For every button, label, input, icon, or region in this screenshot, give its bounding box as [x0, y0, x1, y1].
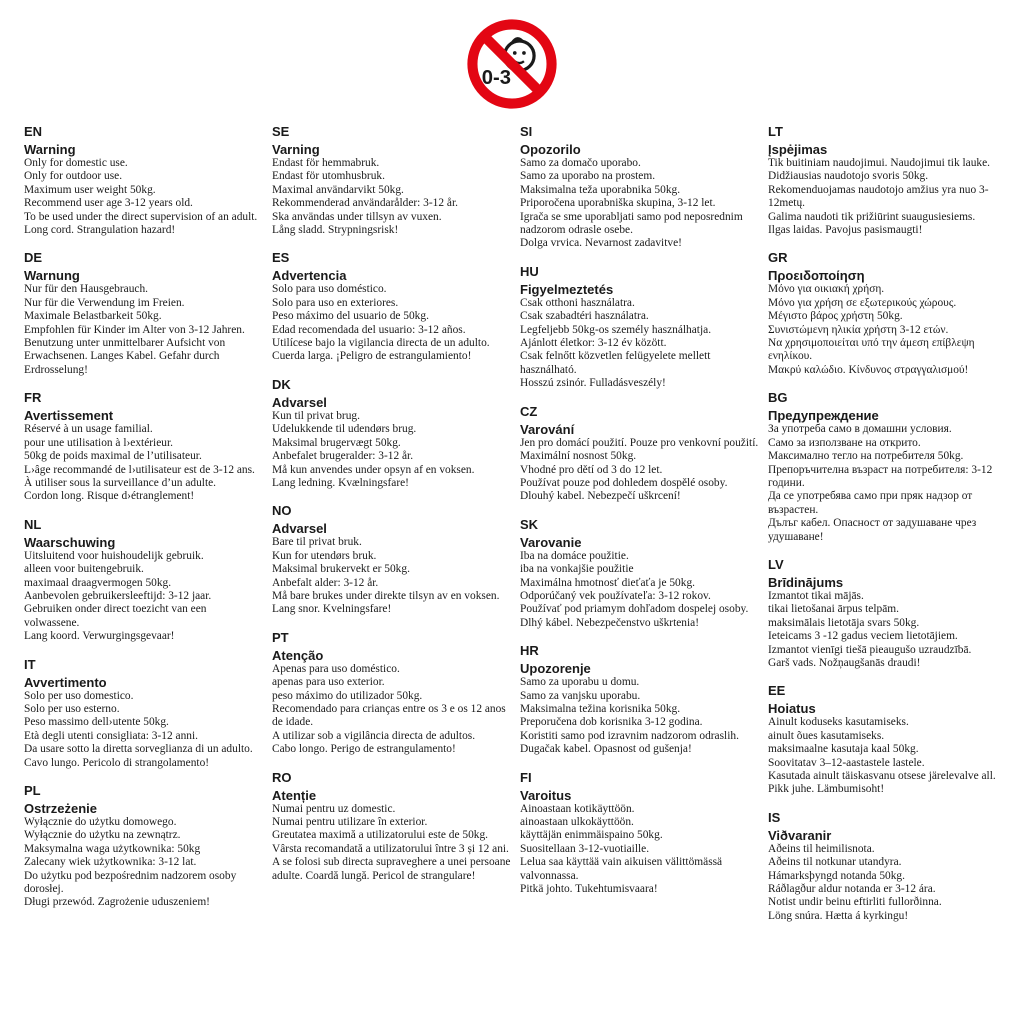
warning-section-ro: [272, 770, 512, 883]
warning-line: Réservé à un usage familial.: [24, 423, 153, 436]
warning-section-lt: [768, 124, 1008, 237]
warning-heading: Upozorenje: [520, 661, 591, 677]
warnings-column-1: [24, 120, 264, 923]
warning-line: Solo para uso en exteriores.: [272, 296, 399, 309]
warning-heading: Atenção: [272, 647, 324, 663]
warning-line: A se folosi sub directa supraveghere a unei persoane adulte. Coardă lungă. Pericol de strangulare!: [272, 856, 511, 882]
warning-line: Maksimal brugervægt 50kg.: [272, 436, 401, 449]
warning-heading: Varning: [272, 142, 320, 157]
warning-line: Cavo lungo. Pericolo di strangolamento!: [24, 756, 210, 769]
language-code: PT: [272, 629, 289, 645]
warning-line: Να χρησιμοποιείται υπό την άμεση επίβλεψη ενηλίκου.: [768, 337, 975, 363]
warning-line: Iba na domáce použitie.: [520, 549, 629, 562]
warning-section-cz: [520, 404, 760, 504]
warning-line: Solo per uso esterno.: [24, 702, 120, 715]
warning-line: Kun til privat brug.: [272, 409, 360, 422]
warning-section-bg: [768, 390, 1008, 544]
warning-line: Μόνο για οικιακή χρήση.: [768, 283, 885, 296]
warning-section-gr: [768, 250, 1008, 377]
warning-line: Csak otthoni használatra.: [520, 296, 635, 309]
warning-section-ee: [768, 683, 1008, 796]
warning-line: Lang ledning. Kvælningsfare!: [272, 476, 409, 489]
warning-line: Numai pentru uz domestic.: [272, 802, 396, 815]
language-code: BG: [768, 390, 788, 406]
warning-line: Vârsta recomandată a utilizatorului între 3 și 12 ani.: [272, 842, 509, 855]
warning-line: Izmantot vienīgi tiešā pieaugušo uzraudzībā.: [768, 643, 972, 656]
warning-line: Maksymalna waga użytkownika: 50kg: [24, 842, 201, 855]
warning-line: maksimaalne kasutaja kaal 50kg.: [768, 743, 919, 756]
warning-line: tikai lietošanai ārpus telpām.: [768, 603, 899, 616]
warning-line: Maximální nosnost 50kg.: [520, 450, 637, 463]
warning-line: Hámarksþyngd notanda 50kg.: [768, 869, 905, 882]
warning-section-sk: [520, 517, 760, 630]
warning-section-hr: [520, 643, 760, 756]
warning-line: Priporočena uporabniška skupina, 3-12 let.: [520, 197, 716, 210]
warning-line: Benutzung unter unmittelbarer Aufsicht von Erwachsenen. Langes Kabel. Gefahr durch Erdrosselung!: [24, 337, 226, 376]
warning-heading: Opozorilo: [520, 142, 581, 157]
warning-heading: Figyelmeztetés: [520, 281, 614, 297]
language-code: LT: [768, 124, 783, 139]
warning-line: Zalecany wiek użytkownika: 3-12 lat.: [24, 856, 197, 869]
warning-heading: Предупреждение: [768, 408, 879, 424]
warning-heading: Avertissement: [24, 408, 114, 424]
warning-line: Empfohlen für Kinder im Alter von 3-12 Jahren.: [24, 323, 245, 336]
language-code: SE: [272, 124, 290, 139]
warning-line: Kun for utendørs bruk.: [272, 549, 377, 562]
language-code: RO: [272, 769, 292, 785]
warning-line: Garš vads. Nožņaugšanās draudi!: [768, 656, 921, 669]
language-code: NL: [24, 516, 42, 532]
language-code: IT: [24, 656, 36, 672]
warning-line: Lang snor. Kvelningsfare!: [272, 603, 392, 616]
warning-line: L›âge recommandé de l›utilisateur est de 3-12 ans.: [24, 463, 255, 476]
warning-line: Peso máximo del usuario de 50kg.: [272, 310, 429, 323]
language-code: DE: [24, 250, 43, 266]
warning-line: Само за използване на открито.: [768, 436, 921, 449]
warning-heading: Viðvaranir: [768, 827, 832, 843]
warning-section-hu: [520, 264, 760, 391]
warning-line: Wyłącznie do użytku domowego.: [24, 816, 177, 828]
warning-line: Максимално тегло на потребителя 50kg.: [768, 450, 964, 463]
language-code: SK: [520, 516, 539, 532]
warning-line: Дълъг кабел. Опасност от задушаване чрез удушаване!: [768, 517, 977, 543]
warning-heading: Ostrzeżenie: [24, 801, 97, 816]
warning-line: Preporučena dob korisnika 3-12 godina.: [520, 716, 703, 729]
warning-line: Ska användas under tillsyn av vuxen.: [272, 210, 442, 223]
warning-heading: Advarsel: [272, 521, 327, 537]
warning-line: Endast för hemmabruk.: [272, 157, 380, 169]
warning-line: Recommend user age 3-12 years old.: [24, 197, 193, 210]
warning-section-es: [272, 250, 512, 363]
warning-line: Pikk juhe. Lämbumisoht!: [768, 783, 885, 796]
warning-line: Må kun anvendes under opsyn af en voksen.: [272, 463, 475, 476]
language-code: FR: [24, 390, 42, 406]
warning-line: Notist undir beinu eftirliti fullorðinna.: [768, 896, 942, 909]
warning-line: Igrača se sme uporabljati samo pod neposrednim nadzorom odrasle osebe.: [520, 210, 743, 237]
warning-line: Hosszú zsinór. Fulladásveszély!: [520, 377, 666, 390]
warning-line: Koristiti samo pod izravnim nadzorom odraslih.: [520, 729, 739, 742]
warning-line: Gebruiken onder direct toezicht van een volwassene.: [24, 603, 207, 629]
language-code: IS: [768, 809, 781, 825]
warning-line: käyttäjän enimmäispaino 50kg.: [520, 829, 663, 842]
warning-line: Greutatea maximă a utilizatorului este de 50kg.: [272, 829, 489, 842]
warning-line: alleen voor buitengebruik.: [24, 563, 144, 576]
warning-line: Izmantot tikai mājās.: [768, 589, 864, 602]
warning-line: Suositellaan 3-12-vuotiaille.: [520, 842, 650, 855]
warning-line: Età degli utenti consigliata: 3-12 anni.: [24, 729, 198, 742]
warning-line: Používať pod priamym dohľadom dospelej osoby.: [520, 603, 749, 616]
warning-line: Да се употребява само при пряк надзор от възрастен.: [768, 490, 973, 516]
warning-line: Endast för utomhusbruk.: [272, 170, 385, 183]
warning-line: Samo za uporabu u domu.: [520, 676, 640, 689]
warning-line: Dolga vrvica. Nevarnost zadavitve!: [520, 237, 682, 250]
warning-heading: Varovanie: [520, 534, 582, 550]
warning-heading: Warnung: [24, 268, 80, 284]
language-code: NO: [272, 503, 292, 519]
warning-section-nl: [24, 517, 264, 644]
warning-line: Csak szabadtéri használatra.: [520, 310, 649, 323]
warning-line: Nur für den Hausgebrauch.: [24, 283, 148, 296]
language-code: PL: [24, 783, 41, 798]
language-code: SI: [520, 124, 533, 139]
warning-line: Galima naudoti tik prižiūrint suaugusiesiems.: [768, 210, 976, 223]
warning-section-si: [520, 124, 760, 251]
warning-line: Kasutada ainult täiskasvanu otsese järelevalve all.: [768, 770, 996, 782]
warning-heading: Įspėjimas: [768, 142, 828, 157]
warnings-column-3: [520, 120, 760, 909]
language-code: CZ: [520, 403, 538, 419]
warning-line: Odporúčaný vek používateľa: 3-12 rokov.: [520, 589, 711, 602]
warning-line: peso máximo do utilizador 50kg.: [272, 689, 423, 702]
warning-line: Soovitatav 3–12-aastastele lastele.: [768, 756, 925, 769]
warning-line: Csak felnőtt közvetlen felügyelete mellett használható.: [520, 350, 711, 376]
warning-heading: Advertencia: [272, 268, 347, 284]
warning-line: Ráðlagður aldur notanda er 3-12 ára.: [768, 883, 936, 896]
warning-line: Anbefalet brugeralder: 3-12 år.: [272, 450, 414, 463]
no-children-0-3-icon: [466, 18, 558, 110]
warning-line: Didžiausias naudotojo svoris 50kg.: [768, 170, 929, 183]
warning-heading: Varoitus: [520, 787, 572, 803]
warning-line: Nur für die Verwendung im Freien.: [24, 296, 185, 309]
language-code: FI: [520, 769, 532, 785]
warning-line: За употреба само в домашни условия.: [768, 423, 952, 436]
warning-section-fr: [24, 390, 264, 503]
warning-heading: Warning: [24, 142, 76, 157]
warning-heading: Brīdinājums: [768, 574, 844, 590]
warning-section-it: [24, 657, 264, 770]
warning-line: Používat pouze pod dohledem dospělé osoby.: [520, 476, 728, 489]
language-code: ES: [272, 250, 290, 266]
warning-line: ainoastaan ulkokäyttöön.: [520, 816, 634, 828]
warning-line: Maximálna hmotnosť dieťaťa je 50kg.: [520, 576, 695, 589]
age-range-label: 0-3: [481, 67, 511, 90]
warning-line: Apenas para uso doméstico.: [272, 662, 400, 675]
warning-line: Samo za domačo uporabo.: [520, 157, 641, 169]
warning-heading: Advarsel: [272, 394, 327, 410]
warning-line: apenas para uso exterior.: [272, 676, 385, 689]
warning-line: Maximal användarvikt 50kg.: [272, 183, 404, 196]
warning-section-is: [768, 810, 1008, 923]
warning-line: À utiliser sous la surveillance d’un adulte.: [24, 476, 217, 489]
warning-line: Maksimalna teža uporabnika 50kg.: [520, 183, 681, 196]
warning-line: Aðeins til heimilisnota.: [768, 842, 875, 855]
warning-section-en: [24, 124, 264, 237]
warning-line: Udelukkende til udendørs brug.: [272, 423, 417, 436]
warning-line: Lelua saa käyttää vain aikuisen välittömässä valvonnassa.: [520, 856, 723, 882]
warning-line: iba na vonkajšie použitie: [520, 563, 634, 576]
warning-line: Uitsluitend voor huishoudelijk gebruik.: [24, 549, 204, 562]
warning-line: A utilizar sob a vigilância directa de adultos.: [272, 729, 476, 742]
warning-line: Utilícese bajo la vigilancia directa de un adulto.: [272, 337, 490, 350]
warning-line: pour une utilisation à l›extérieur.: [24, 436, 173, 449]
warning-line: Samo za uporabo na prostem.: [520, 170, 656, 183]
warning-line: Wyłącznie do użytku na zewnątrz.: [24, 829, 181, 842]
warning-line: Lång sladd. Strypningsrisk!: [272, 224, 399, 237]
warning-line: Μόνο για χρήση σε εξωτερικούς χώρους.: [768, 296, 957, 309]
warning-heading: Waarschuwing: [24, 534, 116, 550]
warning-line: Ajánlott életkor: 3-12 év között.: [520, 337, 667, 350]
warning-line: Solo para uso doméstico.: [272, 283, 387, 296]
warning-line: Dlouhý kabel. Nebezpečí uškrcení!: [520, 490, 681, 503]
warning-line: Recomendado para crianças entre os 3 e os 12 anos de idade.: [272, 702, 506, 729]
warning-line: Dlhý kábel. Nebezpečenstvo uškrtenia!: [520, 616, 700, 629]
warning-line: Συνιστώμενη ηλικία χρήστη 3-12 ετών.: [768, 323, 949, 336]
warning-heading: Προειδοποίηση: [768, 268, 865, 284]
warning-line: Ieteicams 3 -12 gadus veciem lietotājiem.: [768, 630, 958, 643]
warning-line: Aanbevolen gebruikersleeftijd: 3-12 jaar.: [24, 589, 212, 602]
warning-line: Maksimal brukervekt er 50kg.: [272, 563, 410, 576]
warning-line: Solo per uso domestico.: [24, 689, 134, 702]
warning-line: Samo za vanjsku uporabu.: [520, 689, 641, 702]
warning-section-fi: [520, 770, 760, 897]
warning-line: Ainult koduseks kasutamiseks.: [768, 716, 909, 729]
warning-line: Μέγιστο βάρος χρήστη 50kg.: [768, 310, 903, 323]
warning-line: Edad recomendada del usuario: 3-12 años.: [272, 323, 466, 336]
warning-line: 50kg de poids maximal de l’utilisateur.: [24, 450, 202, 463]
warning-line: maksimālais lietotāja svars 50kg.: [768, 616, 920, 629]
warning-line: Rekomenduojamas naudotojo amžius yra nuo 3-12metų.: [768, 183, 989, 210]
warning-line: Maximale Belastbarkeit 50kg.: [24, 310, 162, 323]
language-code: EE: [768, 683, 786, 699]
warning-line: Må bare brukes under direkte tilsyn av en voksen.: [272, 589, 500, 602]
warning-line: Μακρύ καλώδιο. Κίνδυνος στραγγαλισμού!: [768, 363, 969, 376]
warning-line: Löng snúra. Hætta á kyrkingu!: [768, 909, 909, 922]
warning-line: Ilgas laidas. Pavojus pasismaugti!: [768, 224, 923, 237]
warning-line: Anbefalt alder: 3-12 år.: [272, 576, 379, 589]
warning-section-pl: [24, 783, 264, 910]
warning-line: maximaal draagvermogen 50kg.: [24, 576, 172, 589]
warning-section-dk: [272, 377, 512, 490]
language-code: HR: [520, 643, 539, 659]
language-code: GR: [768, 250, 788, 266]
language-code: DK: [272, 376, 291, 392]
warning-line: Pitkä johto. Tukehtumisvaara!: [520, 883, 658, 896]
warnings-column-4: [768, 120, 1008, 936]
warning-line: Dugačak kabel. Opasnost od gušenja!: [520, 743, 692, 756]
warning-line: Legfeljebb 50kg-os személy használhatja.: [520, 323, 712, 336]
warning-line: Cuerda larga. ¡Peligro de estrangulamiento!: [272, 350, 472, 363]
language-code: EN: [24, 124, 43, 139]
warning-line: Peso massimo dell›utente 50kg.: [24, 716, 169, 729]
warning-section-lv: [768, 557, 1008, 670]
warning-line: Vhodné pro dětí od 3 do 12 let.: [520, 463, 663, 476]
warning-line: Do użytku pod bezpośrednim nadzorem osoby dorosłej.: [24, 869, 237, 896]
warning-section-de: [24, 250, 264, 377]
warning-line: Long cord. Strangulation hazard!: [24, 224, 176, 237]
warning-section-pt: [272, 630, 512, 757]
warning-line: Da usare sotto la diretta sorveglianza di un adulto.: [24, 743, 253, 756]
warning-section-no: [272, 503, 512, 616]
warning-section-se: [272, 124, 512, 237]
warning-heading: Avvertimento: [24, 674, 107, 690]
warning-line: Numai pentru utilizare în exterior.: [272, 816, 428, 828]
warning-line: Cabo longo. Perigo de estrangulamento!: [272, 743, 456, 756]
warnings-column-2: [272, 120, 512, 896]
warning-line: Only for domestic use.: [24, 157, 128, 169]
warning-heading: Atenție: [272, 787, 317, 803]
warning-line: Maksimalna težina korisnika 50kg.: [520, 702, 681, 715]
warning-line: Długi przewód. Zagrożenie uduszeniem!: [24, 896, 210, 909]
warning-heading: Varování: [520, 421, 575, 437]
warning-line: Cordon long. Risque d›étranglement!: [24, 490, 195, 503]
warning-heading: Hoiatus: [768, 701, 816, 717]
language-code: LV: [768, 556, 784, 572]
warning-line: Lang koord. Verwurgingsgevaar!: [24, 630, 175, 643]
language-code: HU: [520, 263, 539, 279]
warning-line: Ainoastaan kotikäyttöön.: [520, 802, 635, 815]
warning-line: Препоръчителна възраст на потребителя: 3-12 години.: [768, 463, 993, 489]
warning-line: Only for outdoor use.: [24, 170, 123, 183]
warning-line: Rekommenderad användarålder: 3-12 år.: [272, 197, 458, 210]
warning-line: ainult õues kasutamiseks.: [768, 729, 885, 742]
warning-line: Bare til privat bruk.: [272, 536, 362, 549]
warning-line: Maximum user weight 50kg.: [24, 183, 156, 196]
warning-line: To be used under the direct supervision of an adult.: [24, 210, 258, 223]
warning-line: Tik buitiniam naudojimui. Naudojimui tik lauke.: [768, 157, 991, 169]
warning-line: Aðeins til notkunar utandyra.: [768, 856, 902, 869]
warning-line: Jen pro domácí použití. Pouze pro venkovní použití.: [520, 436, 759, 449]
